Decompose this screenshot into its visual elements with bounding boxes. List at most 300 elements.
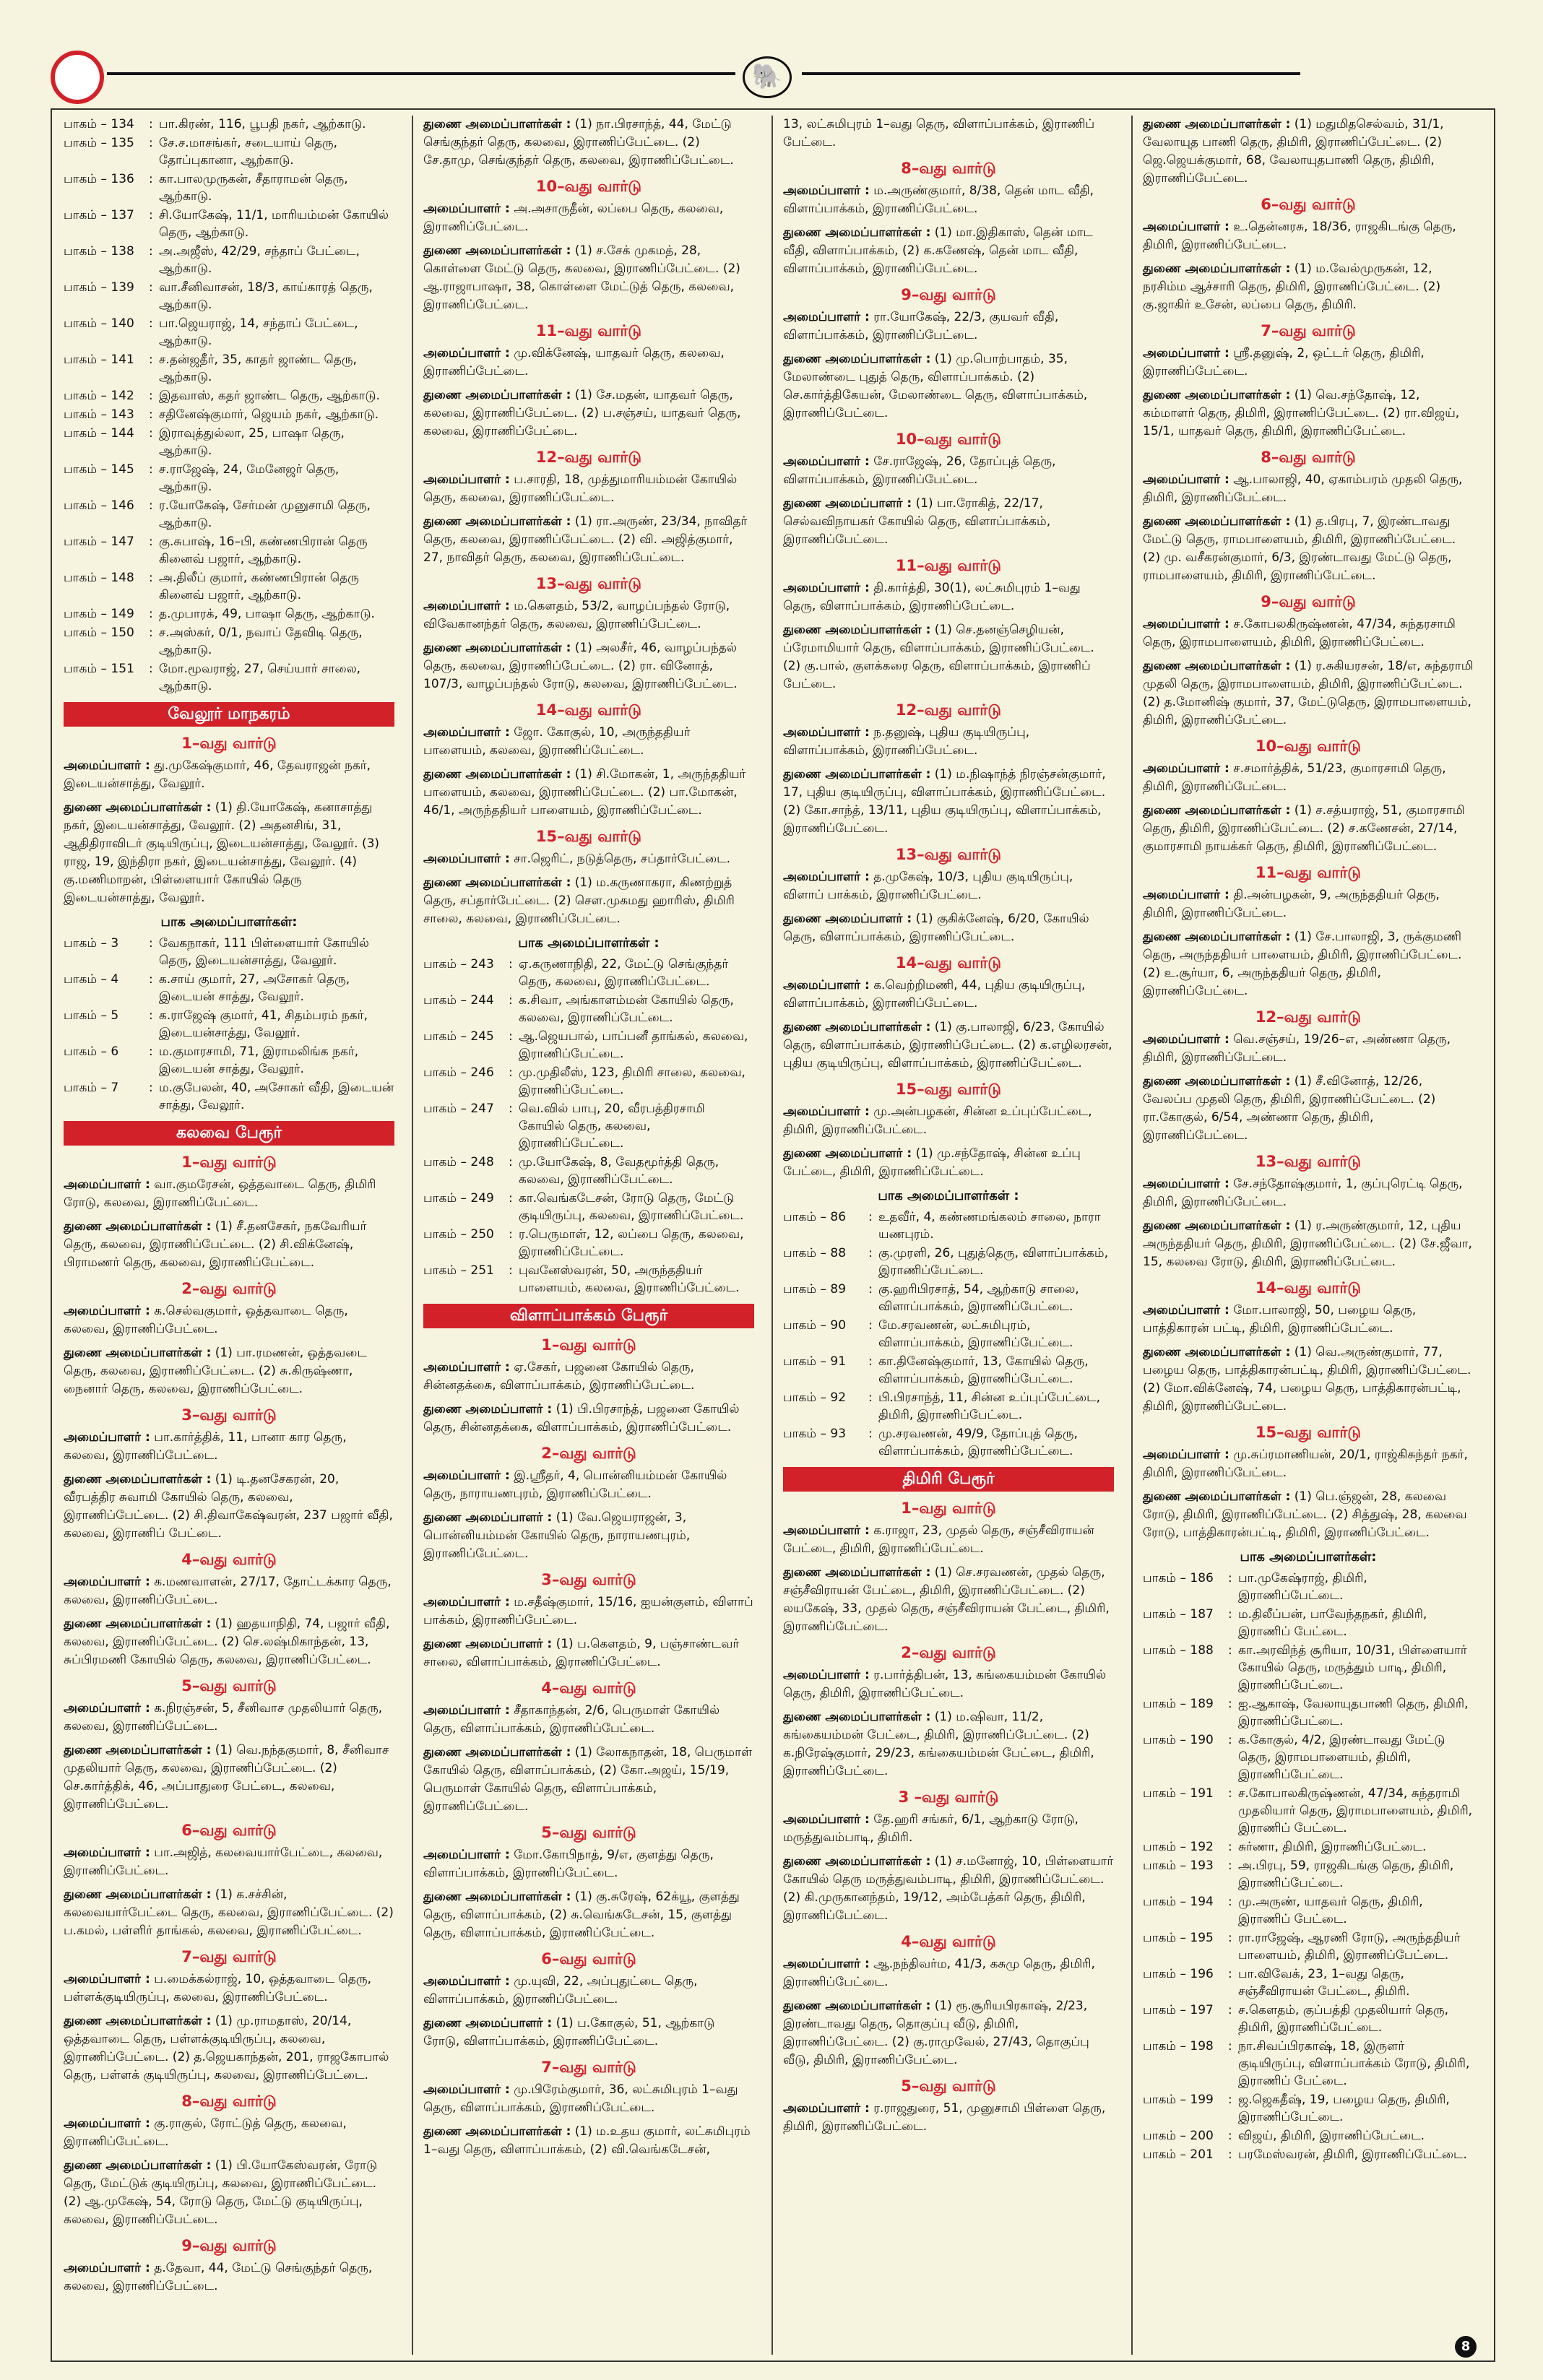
member-details: (1) க.சச்சின், கலவையார்பேட்டை தெரு, கலவை, இராணிப்பேட்டை. (2) ப.கமல், பள்ளிர் தாங்கல், கலவை, இராணிப்பேட்டை. — [64, 1887, 394, 1938]
role-label: துணை அமைப்பாளர்கள் : — [783, 352, 931, 366]
booth-label: பாகம் – 250 — [423, 1227, 494, 1242]
role-label: துணை அமைப்பாளர்கள் : — [423, 388, 571, 402]
role-label: அமைப்பாளர் : — [1143, 472, 1229, 487]
member-details: ச.சமார்த்திக், 51/23, குமாரசாமி தெரு, திமிரி, இராணிப்பேட்டை. — [1143, 761, 1446, 794]
member-details: கு.ராகுல், ரோட்டுத் தெரு, கலவை, இராணிப்பேட்டை. — [64, 2116, 347, 2149]
booth-colon: : — [149, 117, 153, 131]
member-entry — [423, 2081, 754, 2117]
member-entry — [1143, 218, 1474, 254]
booth-value: மோ.மூவராஜ், 27, செய்யார் சாலை, ஆற்காடு. — [159, 662, 361, 693]
booth-colon: : — [1228, 1733, 1232, 1747]
role-label: அமைப்பாளர் : — [783, 1668, 870, 1682]
booth-colon: : — [149, 172, 153, 186]
booth-colon: : — [868, 1246, 873, 1260]
booth-row — [423, 1028, 754, 1063]
member-entry — [423, 1973, 754, 2009]
member-details: ர.ராஜதுரை, 51, முனுசாமி பிள்ளை தெரு, திமிரி, இராணிப்பேட்டை. — [783, 2101, 1106, 2134]
booth-row — [64, 315, 394, 350]
member-details: சே.சந்தோஷ்குமார், 1, குப்புரெட்டி தெரு, திமிரி, இராணிப்பேட்டை. — [1143, 1177, 1463, 1209]
booth-row — [1143, 2127, 1474, 2145]
booth-colon: : — [1228, 1643, 1232, 1658]
member-details: (1) ம.ஷிவா, 11/2, கங்கையம்மன் பேட்டை, திமிரி, இராணிப்பேட்டை. (2) க.நிரேஷ்குமார், 29/23, கங்கையம்மன் பேட்டை, திமிரி, இராணிப்பேட்டை. — [783, 1710, 1094, 1778]
role-label: துணை அமைப்பாளர் : — [423, 1402, 553, 1416]
role-label: துணை அமைப்பாளர்கள் : — [1143, 261, 1291, 276]
member-entry — [1143, 886, 1474, 922]
member-details: (1) வெ.சந்தோஷ், 12, கம்மாளர் தெரு, திமிரி, இராணிப்பேட்டை. (2) ரா.விஜய், 15/1, யாதவர் தெரு, திமிரி, இராணிப்பேட்டை. — [1143, 388, 1460, 438]
booth-colon: : — [1228, 2129, 1232, 2143]
ward-heading: 1–வது வார்டு — [181, 735, 277, 752]
ward-heading: 4–வது வார்டு — [901, 1933, 996, 1950]
member-details: (1) டி.தனசேகரன், 20, வீரபத்திர சுவாமி கோயில் தெரு, கலவை, இராணிப்பேட்டை. (2) சி.திவாகேஷ்வரன், 237 பஜார் வீதி, கலவை, இராணிப் பேட்டை. — [64, 1472, 393, 1541]
booth-value: வா.சீனிவாசன், 18/3, காய்காரத் தெரு, ஆற்காடு. — [159, 280, 373, 312]
member-entry — [423, 1593, 754, 1630]
role-label: துணை அமைப்பாளர்கள் : — [423, 875, 571, 890]
booth-row — [1143, 2146, 1474, 2163]
member-entry — [423, 1702, 754, 1738]
booth-value: ச.கௌதம், குப்பத்தி முதலியார் தெரு, திமிரி, இராணிப்பேட்டை. — [1238, 2003, 1449, 2035]
member-entry — [783, 1853, 1114, 1925]
role-label: அமைப்பாளர் : — [783, 310, 870, 324]
ward-heading: 10–வது வார்டு — [895, 430, 1002, 448]
booth-value: பா.கிரண், 116, பூபதி நகர், ஆற்காடு. — [159, 117, 366, 131]
booth-row — [423, 956, 754, 990]
member-details: (1) சே.மதன், யாதவர் தெரு, கலவை, இராணிப்பேட்டை. (2) ப.சஞ்சய், யாதவர் தெரு, கலவை, இராணிப்பேட்டை. — [423, 388, 741, 438]
member-details: (1) பா.ரமணன், ஒத்தவடை தெரு, கலவை, இராணிப்பேட்டை. (2) சு.கிருஷ்ணா, நைனார் தெரு, கலவை, இராணிப்பேட்டை. — [64, 1346, 367, 1396]
role-label: துணை அமைப்பாளர்கள் : — [423, 243, 571, 258]
member-details: மு.விக்னேஷ், யாதவர் தெரு, கலவை, இராணிப்பேட்டை. — [423, 346, 725, 378]
ward-heading: 13–வது வார்டு — [535, 575, 642, 592]
booth-value: இதவாஸ், கதர் ஜாண்ட தெரு, ஆற்காடு. — [159, 389, 380, 403]
role-label: அமைப்பாளர் : — [1143, 1032, 1229, 1047]
role-label: அமைப்பாளர் : — [64, 1177, 150, 1192]
booth-row — [783, 1208, 1114, 1243]
booth-value: கு.ஹரிபிரசாத், 54, ஆற்காடு சாலை, விளாப்பாக்கம், இராணிப்பேட்டை. — [878, 1282, 1079, 1314]
booth-label: பாகம் – 149 — [64, 607, 134, 621]
role-label: துணை அமைப்பாளர் : — [423, 1637, 553, 1651]
role-label: துணை அமைப்பாளர்கள் : — [64, 1472, 212, 1487]
ward-heading: 10–வது வார்டு — [535, 178, 642, 195]
ward-heading: 1–வது வார்டு — [181, 1154, 277, 1171]
role-label: துணை அமைப்பாளர்கள் : — [64, 1887, 212, 1902]
role-label: துணை அமைப்பாளர்கள் : — [64, 2158, 212, 2173]
booth-row — [423, 1100, 754, 1152]
member-details: (1) செ.தனஞ்செழியன், ப்ரேமாமியார் தெரு, விளாப்பாக்கம், இராணிப்பேட்டை. (2) கு.பால், குளக்கரை தெரு, விளாப்பாக்கம், இராணிப் பேட்டை. — [783, 623, 1094, 691]
role-label: அமைப்பாளர் : — [1143, 220, 1229, 234]
booth-value: புவனேஸ்வரன், 50, அருந்ததியர் பாளையம், கலவை, இராணிப்பேட்டை. — [519, 1263, 740, 1295]
booth-label: பாகம் – 92 — [783, 1390, 847, 1405]
member-details: (1) தி.யோகேஷ், கனாசாத்து நகர், இடையன்சாத்து, வேலூர். (2) அதனசிங், 31, ஆதிதிராவிடர் குடியிருப்பு, இடையன்சாத்து, வேலூர். (3) ராஜ, 19, இந்திரா நகர், இடையன்சாத்து, வேலூர். (4) கு.மணிமாறன், பிள்ளையார் கோயில் தெரு இடையன்சாத்து, வேலூர். — [64, 800, 380, 905]
ward-heading: 4–வது வார்டு — [541, 1679, 636, 1697]
booth-label: பாகம் – 197 — [1143, 2003, 1214, 2017]
booth-row — [423, 1154, 754, 1188]
booth-row — [64, 497, 394, 532]
booth-row — [64, 351, 394, 386]
member-entry — [64, 1970, 394, 2007]
member-entry — [423, 386, 754, 441]
ward-heading: 7–வது வார்டு — [1261, 322, 1356, 339]
member-entry — [783, 766, 1114, 838]
section-banner: கலவை பேரூர் — [64, 1121, 394, 1146]
booth-label: பாகம் – 191 — [1143, 1786, 1214, 1801]
role-label: துணை அமைப்பாளர்கள் : — [1143, 1345, 1291, 1359]
role-label: துணை அமைப்பாளர்கள் : — [783, 1710, 931, 1724]
booth-label: பாகம் – 246 — [423, 1065, 494, 1080]
booth-label: பாகம் – 141 — [64, 352, 134, 367]
booth-label: பாகம் – 137 — [64, 208, 134, 222]
booth-colon: : — [1228, 2039, 1232, 2054]
member-entry — [423, 1467, 754, 1503]
ward-heading: 7–வது வார்டு — [181, 1948, 277, 1965]
booth-row — [1143, 1606, 1474, 1640]
booth-row — [1143, 1857, 1474, 1892]
member-entry — [1143, 471, 1474, 507]
role-label: துணை அமைப்பாளர் : — [423, 2016, 553, 2030]
member-entry — [64, 1302, 394, 1338]
booth-label: பாகம் – 192 — [1143, 1840, 1214, 1854]
member-entry — [423, 724, 754, 760]
booth-label: பாகம் – 187 — [1143, 1607, 1214, 1622]
booth-label: பாகம் – 90 — [783, 1318, 847, 1333]
booth-label: பாகம் – 89 — [783, 1282, 847, 1297]
booth-row — [1143, 2002, 1474, 2036]
role-label: துணை அமைப்பாளர்கள் : — [423, 514, 571, 529]
member-entry — [423, 639, 754, 693]
booth-colon: : — [509, 1191, 513, 1206]
booth-value: வெ.வில் பாபு, 20, வீரபத்திரசாமி கோயில் தெரு, கலவை, இராணிப்பேட்டை. — [519, 1102, 705, 1151]
role-label: அமைப்பாளர் : — [423, 725, 510, 740]
ward-heading: 11–வது வார்டு — [1255, 864, 1362, 881]
section-banner: வேலூர் மாநகரம் — [64, 702, 394, 727]
role-label: அமைப்பாளர் : — [783, 870, 870, 884]
member-details: (1) ச.சத்யராஜ், 51, குமாரசாமி தெரு, திமிரி, இராணிப்பேட்டை. (2) ச.கணேசன், 27/14, குமாரசாமி நாயக்கர் தெரு, திமிரி, இராணிப்பேட்டை. — [1143, 803, 1465, 854]
header-rule-right — [802, 72, 1300, 75]
section-banner: விளாப்பாக்கம் பேரூர் — [423, 1304, 754, 1328]
booth-colon: : — [1228, 2003, 1232, 2017]
role-label: அமைப்பாளர் : — [423, 1703, 510, 1718]
booth-row — [64, 971, 394, 1005]
role-label: துணை அமைப்பாளர்கள் : — [783, 1565, 931, 1580]
member-entry — [1143, 760, 1474, 796]
booth-label: பாகம் – 7 — [64, 1081, 119, 1095]
member-details: ப.மைக்கல்ராஜ், 10, ஒத்தவாடை தெரு, பள்ளக்குடியிருப்பு, கலவை, இராணிப்பேட்டை. — [64, 1972, 371, 2004]
member-entry — [423, 242, 754, 314]
ward-heading: 8–வது வார்டு — [901, 160, 996, 177]
booth-colon: : — [149, 407, 153, 422]
member-details: (1) கு.சுரேஷ், 62க்யூ, குளத்து தெரு, விளாப்பாக்கம், (2) சு.வெங்கடேசன், 15, குளத்து தெரு, விளாப்பாக்கம், இராணிப்பேட்டை. — [423, 1890, 740, 1940]
booth-colon: : — [509, 957, 513, 972]
member-details: (1) ப.கோகுல், 51, ஆற்காடு ரோடு, விளாப்பாக்கம், இராணிப்பேட்டை. — [423, 2016, 715, 2048]
member-entry — [64, 757, 394, 793]
member-entry — [423, 850, 754, 868]
member-details: ஆ.பாலாஜி, 40, ஏகாம்பரம் முதலி தெரு, திமிரி, இராணிப்பேட்டை. — [1143, 472, 1463, 505]
booth-row — [64, 461, 394, 496]
booth-colon: : — [1228, 1895, 1232, 1909]
member-details: ஸ்ரீ.தனுஷ், 2, ஒட்டர் தெரு, திமிரி, இராணிப்பேட்டை. — [1143, 346, 1425, 378]
booth-colon: : — [149, 972, 153, 987]
section-banner: திமிரி பேரூர் — [783, 1467, 1114, 1492]
member-entry — [423, 1635, 754, 1671]
member-details: த.தேவா, 44, மேட்டு செங்குந்தர் தெரு, கலவை, இராணிப்பேட்டை. — [64, 2261, 373, 2293]
booth-label: பாகம் – 150 — [64, 626, 134, 640]
role-label: அமைப்பாளர் : — [1143, 1177, 1229, 1191]
booth-colon: : — [149, 389, 153, 403]
member-details: (1) ப.கௌதம், 9, பஞ்சாண்டவர் சாலை, விளாப்பாக்கம், இராணிப்பேட்டை. — [423, 1637, 740, 1669]
member-entry — [1143, 928, 1474, 1000]
role-label: துணை அமைப்பாளர்கள் : — [64, 1617, 212, 1631]
ward-heading: 5–வது வார்டு — [181, 1677, 277, 1695]
member-entry — [64, 1741, 394, 1814]
member-details: 13, லட்சுமிபுரம் 1–வது தெரு, விளாப்பாக்கம், இராணிப் பேட்டை. — [783, 117, 1095, 150]
role-label: அமைப்பாளர் : — [783, 581, 870, 595]
member-entry — [783, 116, 1114, 152]
member-details: (1) மு.பொற்பாதம், 35, மேலாண்டை புதுத் தெரு, விளாப்பாக்கம். (2) செ.கார்த்திகேயன், மேலாண்டை தெரு, விளாப்பாக்கம், இராணிப்பேட்டை. — [783, 352, 1088, 420]
booth-value: க.சாய் குமார், 27, அசோகர் தெரு, இடையன் சாத்து, வேலூர். — [159, 972, 350, 1004]
booth-colon: : — [149, 1008, 153, 1023]
role-label: துணை அமைப்பாளர்கள் : — [64, 1743, 212, 1757]
member-details: (1) பெ.ஞ்ஜன், 28, கலவை ரோடு, திமிரி, இராணிப்பேட்டை. (2) சித்துஷ், 28, கலவை ரோடு, பாத்திகாரன்பட்டி, திமிரி, இராணிப்பேட்டை. — [1143, 1489, 1467, 1540]
member-entry — [783, 579, 1114, 615]
booth-value: ச.கோபாலகிருஷ்ணன், 47/34, சுந்தராமி முதலியார் தெரு, இராமபாளையம், திமிரி, இராணிப் பேட்டை. — [1238, 1786, 1473, 1835]
role-label: துணை அமைப்பாளர்கள் : — [1143, 1489, 1291, 1504]
booth-value: ஏ.கருணாநிதி, 22, மேட்டு செங்குந்தர் தெரு, கலவை, இராணிப்பேட்டை. — [519, 957, 729, 989]
booth-value: ரா.ராஜேஷ், ஆரணி ரோடு, அருந்ததியர் பாளையம், திமிரி, இராணிப்பேட்டை. — [1238, 1931, 1461, 1963]
booth-label: பாகம் – 196 — [1143, 1967, 1214, 1981]
member-entry — [1143, 657, 1474, 730]
booth-value: ச.ராஜேஷ், 24, மேனேஜர் தெரு, ஆற்காடு. — [159, 462, 340, 494]
booth-value: பரமேஸ்வரன், திமிரி, இராணிப்பேட்டை. — [1238, 2147, 1467, 2162]
member-entry — [64, 1218, 394, 1272]
member-entry — [423, 345, 754, 381]
booth-value: ச.அஸ்கர், 0/1, நவாப் தேவிடி தெரு, ஆற்காடு. — [159, 626, 363, 657]
member-entry — [423, 1359, 754, 1395]
role-label: அமைப்பாளர் : — [1143, 617, 1229, 631]
booth-row — [64, 116, 394, 133]
booth-row — [64, 533, 394, 568]
booth-colon: : — [149, 1044, 153, 1059]
role-label: அமைப்பாளர் : — [783, 725, 870, 740]
member-details: சே.ராஜேஷ், 26, தோப்புத் தெரு, விளாப்பாக்கம், இராணிப்பேட்டை. — [783, 454, 1056, 487]
booth-label: பாகம் – 142 — [64, 389, 134, 403]
booth-colon: : — [1228, 1786, 1232, 1801]
booth-label: பாகம் – 194 — [1143, 1895, 1214, 1909]
member-entry — [783, 1018, 1114, 1073]
role-label: துணை அமைப்பாளர்கள் : — [783, 225, 931, 240]
member-entry — [783, 977, 1114, 1013]
booth-label: பாகம் – 243 — [423, 957, 494, 972]
booth-colon: : — [868, 1318, 873, 1333]
role-label: அமைப்பாளர் : — [423, 852, 510, 866]
member-entry — [423, 597, 754, 633]
member-entry — [1143, 1217, 1474, 1271]
role-label: அமைப்பாளர் : — [423, 1848, 510, 1862]
booth-row — [423, 1262, 754, 1297]
booth-row — [1143, 1838, 1474, 1856]
ward-heading: 6–வது வார்டு — [181, 1822, 277, 1839]
booth-label: பாகம் – 138 — [64, 244, 134, 259]
member-details: (1) ஹதயாநிதி, 74, பஜார் வீதி, கலவை, இராணிப்பேட்டை. (2) செ.லஷ்மிகாந்தன், 13, சுப்பிரமணி கோயில் தெரு, கலவை, இராணிப்பேட்டை. — [64, 1617, 390, 1667]
role-label: துணை அமைப்பாளர்கள் : — [783, 623, 931, 637]
booth-value: கா.வெங்கடேசன், ரோடு தெரு, மேட்டு குடியிருப்பு, கலவை, இராணிப்பேட்டை. — [519, 1191, 744, 1223]
role-label: அமைப்பாளர் : — [423, 202, 510, 216]
booth-row — [423, 1190, 754, 1224]
ward-heading: 4–வது வார்டு — [181, 1551, 277, 1568]
ward-heading: 15–வது வார்டு — [535, 828, 642, 845]
booth-colon: : — [149, 352, 153, 367]
booth-value: கு.சுபாஷ், 16–பி, கண்ணபிரான் தெரு கினைவ் பஜார், ஆற்காடு. — [159, 535, 368, 566]
member-details: (1) பா.ரோகித், 22/17, செல்வவிநாயகர் கோயில் தெரு, விளாப்பாக்கம், இராணிப்பேட்டை. — [783, 496, 1051, 547]
member-details: (1) கு.பாலாஜி, 6/23, கோயில் தெரு, விளாப்பாக்கம், இராணிப்பேட்டை. (2) க.எழிலரசன், புதிய குடியிருப்பு, விளாப்பாக்கம், இராணிப்பேட்டை. — [783, 1020, 1112, 1070]
member-entry — [783, 1811, 1114, 1847]
member-details: க.செல்வகுமார், ஒத்தவாடை தெரு, கலவை, இராணிப்பேட்டை. — [64, 1304, 348, 1336]
booth-row — [64, 1079, 394, 1114]
ward-heading: 2–வது வார்டு — [901, 1644, 996, 1661]
booth-colon: : — [509, 993, 513, 1008]
member-entry — [423, 1401, 754, 1437]
member-details: (1) பி.யோகேஸ்வரன், ரோடு தெரு, மேட்டுக் குடியிருப்பு, கலவை, இராணிப்பேட்டை. (2) ஆ.முகேஷ், 54, ரோடு தெரு, மேட்டு குடியிருப்பு, கலவை, இராணிப்பேட்டை. — [64, 2158, 378, 2227]
ward-heading: 3–வது வார்டு — [541, 1571, 636, 1588]
member-details: ஏ.சேகர், பஜனை கோயில் தெரு, சின்னதக்கை, விளாப்பாக்கம், இராணிப்பேட்டை. — [423, 1360, 695, 1393]
ward-heading: 13–வது வார்டு — [895, 846, 1002, 863]
role-label: துணை அமைப்பாளர் : — [423, 1510, 553, 1525]
booth-label: பாகம் – 139 — [64, 280, 134, 295]
booth-value: ஐ.ஆகாஷ், வேலாயுதபாணி தெரு, திமிரி, இராணிப்பேட்டை. — [1238, 1697, 1469, 1728]
booth-row — [423, 992, 754, 1026]
member-details: மு.பிரேம்குமார், 36, லட்சுமிபுரம் 1–வது தெரு, விளாப்பாக்கம், இராணிப்பேட்டை. — [423, 2082, 738, 2115]
booth-value: ச.தன்ஜதீர், 35, காதர் ஜாண்ட தெரு, ஆற்காடு. — [159, 352, 357, 384]
member-entry — [64, 1429, 394, 1465]
role-label: துணை அமைப்பாளர்கள் : — [783, 767, 931, 782]
booth-colon: : — [1228, 1858, 1232, 1873]
member-entry — [783, 182, 1114, 218]
booth-value: பா.முகேஷ்ராஜ், திமிரி, இராணிப்பேட்டை. — [1238, 1571, 1367, 1603]
booth-value: கா.தினேஷ்குமார், 13, கோயில் தெரு, விளாப்பாக்கம், இராணிப்பேட்டை. — [878, 1354, 1089, 1386]
member-details: வெ.சஞ்சய், 19/26–எ, அண்ணா தெரு, திமிரி, இராணிப்பேட்டை. — [1143, 1032, 1451, 1065]
booth-label: பாகம் – 135 — [64, 136, 134, 150]
member-details: (1) சீ.தனசேகர், நகவேரியர் தெரு, கலவை, இராணிப்பேட்டை. (2) சி.விக்னேஷ், பிராமணர் தெரு, கலவை, இராணிப்பேட்டை. — [64, 1219, 367, 1270]
member-details: (1) மு.சந்தோஷ், சின்ன உப்பு பேட்டை, திமிரி, இராணிப்பேட்டை. — [783, 1146, 1081, 1179]
member-details: (1) மதுமிதசெல்வம், 31/1, வேலாயுத பாணி தெரு, திமிரி, இராணிப்பேட்டை. (2) ஜெ.ஜெயக்குமார், 68, வேலாயுதபாணி தெரு, திமிரி, இராணிப்பேட்டை. — [1143, 117, 1444, 186]
booth-label: பாகம் – 195 — [1143, 1931, 1214, 1945]
member-details: சீதாகாந்தன், 2/6, பெருமாள் கோயில் தெரு, விளாப்பாக்கம், இராணிப்பேட்டை. — [423, 1703, 720, 1736]
member-details: ம.அருண்குமார், 8/38, தென் மாட வீதி, விளாப்பாக்கம், இராணிப்பேட்டை. — [783, 183, 1094, 216]
role-label: துணை அமைப்பாளர் : — [783, 496, 912, 511]
member-entry — [1143, 260, 1474, 314]
role-label: அமைப்பாளர் : — [64, 2261, 150, 2275]
ward-heading: 14–வது வார்டு — [1255, 1279, 1362, 1297]
member-entry — [1143, 1073, 1474, 1145]
member-details: மு.சுப்ரமாணியன், 20/1, ராஜ்கிசுந்தர் நகர், திமிரி, இராணிப்பேட்டை. — [1143, 1448, 1468, 1480]
booth-row — [423, 1064, 754, 1099]
member-entry — [423, 2015, 754, 2051]
booth-value: க.கோகுல், 4/2, இரண்டாவது மேட்டு தெரு, இராமபாளையம், திமிரி, இராணிப்பேட்டை. — [1238, 1733, 1445, 1782]
booth-value: மே.சரவணன், லட்சுமிபுரம், விளாப்பாக்கம், இராணிப்பேட்டை. — [878, 1318, 1073, 1350]
booth-label: பாகம் – 186 — [1143, 1571, 1214, 1585]
booth-colon: : — [149, 136, 153, 150]
booth-label: பாகம் – 190 — [1143, 1733, 1214, 1747]
booth-value: ம.குமாரசாமி, 71, இராமலிங்க நகர், இடையன் சாத்து, வேலூர். — [159, 1044, 359, 1076]
member-entry — [783, 1708, 1114, 1780]
role-label: துணை அமைப்பாளர்கள் : — [423, 641, 571, 655]
member-entry — [783, 868, 1114, 904]
booth-value: உதவீர், 4, கண்ணமங்கலம் சாலை, நாரா யணபுரம். — [878, 1210, 1101, 1242]
role-label: அமைப்பாளர் : — [423, 1360, 510, 1375]
member-details: (1) ம.உதய குமார், லட்சுமிபுரம் 1–வது தெரு, விளாப்பாக்கம், (2) வி.வெங்கடேசன், — [423, 2124, 751, 2157]
member-details: ம.சதீஷ்குமார், 15/16, ஐயன்குளம், விளாப் பாக்கம், இராணிப்பேட்டை. — [423, 1595, 753, 1627]
ward-heading: 13–வது வார்டு — [1255, 1153, 1362, 1170]
member-details: வா.குமரேசன், ஒத்தவாடை தெரு, திமிரி ரோடு, கலவை, இராணிப்பேட்டை. — [64, 1177, 376, 1210]
booth-colon: : — [149, 462, 153, 477]
subsection-heading: பாக அமைப்பாளர்கள் : — [518, 935, 660, 951]
booth-colon: : — [509, 1263, 513, 1278]
role-label: அமைப்பாளர் : — [64, 1304, 150, 1318]
member-details: த.முகேஷ், 10/3, புதிய குடியிருப்பு, விளாப் பாக்கம், இராணிப்பேட்டை. — [783, 870, 1073, 902]
booth-value: த.முபாரக், 49, பாஷா தெரு, ஆற்காடு. — [159, 607, 375, 621]
member-entry — [64, 1844, 394, 1880]
booth-colon: : — [868, 1427, 873, 1441]
member-details: ச.கோபலகிருஷ்ணன், 47/34, சுந்தரசாமி தெரு, இராமபாளையம், திமிரி, இராணிப்பேட்டை. — [1143, 617, 1456, 649]
booth-label: பாகம் – 251 — [423, 1263, 494, 1278]
role-label: அமைப்பாளர் : — [783, 1104, 870, 1119]
member-details: ஆ.நந்திவர்ம, 41/3, கசுமு தெரு, திமிரி, இராணிப்பேட்டை. — [783, 1957, 1095, 1989]
booth-colon: : — [1228, 1697, 1232, 1711]
ward-heading: 9–வது வார்டு — [181, 2237, 277, 2254]
booth-row — [1143, 1965, 1474, 2000]
booth-label: பாகம் – 148 — [64, 571, 134, 585]
role-label: துணை அமைப்பாளர் : — [783, 1146, 912, 1161]
member-entry — [423, 1846, 754, 1882]
role-label: துணை அமைப்பாளர்கள் : — [783, 1999, 931, 2013]
booth-row — [1143, 1893, 1474, 1928]
booth-row — [64, 569, 394, 604]
booth-label: பாகம் – 91 — [783, 1354, 847, 1369]
booth-row — [64, 134, 394, 169]
ward-heading: 1–வது வார்டு — [901, 1500, 996, 1517]
member-details: தி.அன்பழகன், 9, அருந்ததியர் தெரு, திமிரி, இராணிப்பேட்டை. — [1143, 888, 1440, 920]
booth-row — [783, 1353, 1114, 1388]
booth-label: பாகம் – 201 — [1143, 2147, 1214, 2162]
booth-value: அ.அஜீஸ், 42/29, சந்தாப் பேட்டை, ஆற்காடு. — [159, 244, 360, 276]
booth-value: ர.பெருமாள், 12, லப்பை தெரு, கலவை, இராணிப்பேட்டை. — [519, 1227, 744, 1259]
ward-heading: 6–வது வார்டு — [1261, 196, 1356, 213]
booth-label: பாகம் – 189 — [1143, 1697, 1214, 1711]
ward-heading: 11–வது வார்டு — [895, 557, 1002, 574]
member-details: இ.ஸ்ரீதர், 4, பொன்னியம்மன் கோயில் தெரு, நாராயணபுரம், இராணிப்பேட்டை. — [423, 1468, 727, 1501]
member-details: மோ.பாலாஜி, 50, பழைய தெரு, பாத்திகாரன் பட்டி, திமிரி, இராணிப்பேட்டை. — [1143, 1303, 1417, 1336]
booth-row — [64, 207, 394, 241]
ward-heading: 12–வது வார்டு — [1255, 1008, 1362, 1026]
booth-colon: : — [149, 662, 153, 676]
booth-value: அ.பிரபு, 59, ராஜகிடங்கு தெரு, திமிரி, இராணிப்பேட்டை. — [1238, 1858, 1454, 1890]
member-details: மோ.கோபிநாத், 9/எ, குளத்து தெரு, விளாப்பாக்கம், இராணிப்பேட்டை. — [423, 1848, 714, 1880]
booth-colon: : — [149, 607, 153, 621]
ward-heading: 5–வது வார்டு — [541, 1824, 636, 1841]
role-label: அமைப்பாளர் : — [64, 1972, 150, 1986]
member-details: (1) சே.பாலாஜி, 3, ருக்குமணி தெரு, அருந்ததியர் பாளையம், திமிரி, இராணிப்பேட்டை. (2) உ.சூர்யா, 6, அருந்ததியர் தெரு, திமிரி, இராணிப்பேட்டை. — [1143, 930, 1462, 998]
role-label: துணை அமைப்பாளர்கள் : — [1143, 659, 1291, 673]
booth-value: சே.ச.மாசங்கர், சடையாய் தெரு, தோப்புகானா, ஆற்காடு. — [159, 136, 338, 168]
booth-value: கா.பாலமுருகன், சீதாராமன் தெரு, ஆற்காடு. — [159, 172, 348, 204]
booth-row — [1143, 2038, 1474, 2090]
booth-row — [1143, 1642, 1474, 1694]
member-details: (1) நா.பிரசாந்த், 44, மேட்டு செங்குந்தர் தெரு, கலவை, இராணிப்பேட்டை. (2) சே.தாமு, செங்குந்தர் தெரு, கலவை, இராணிப்பேட்டை. — [423, 117, 734, 168]
member-entry — [1143, 615, 1474, 652]
member-details: (1) ரூ.சூரியபிரகாஷ், 2/23, இரண்டாவது தெரு, தொகுப்பு வீடு, திமிரி, இராணிப்பேட்டை. (2) கு.ராமுவேல், 27/43, தொகுப்பு வீடு, திமிரி, இராணிப்பேட்டை. — [783, 1999, 1089, 2067]
booth-label: பாகம் – 145 — [64, 462, 134, 477]
member-details: ர.பார்த்திபன், 13, கங்கையம்மன் கோயில் தெரு, திமிரி, இராணிப்பேட்டை. — [783, 1668, 1107, 1700]
member-details: க.ராஜா, 23, முதல் தெரு, சஞ்சீவிராயன் பேட்டை, திமிரி, இராணிப்பேட்டை. — [783, 1523, 1094, 1556]
role-label: துணை அமைப்பாளர்கள் : — [64, 1219, 212, 1234]
member-details: (1) ர.அருண்குமார், 12, புதிய அருந்ததியர் தெரு, திமிரி, இராணிப்பேட்டை. (2) சே.ஜீவா, 15, கலவை ரோடு, திமிரி, இராணிப்பேட்டை. — [1143, 1219, 1472, 1269]
